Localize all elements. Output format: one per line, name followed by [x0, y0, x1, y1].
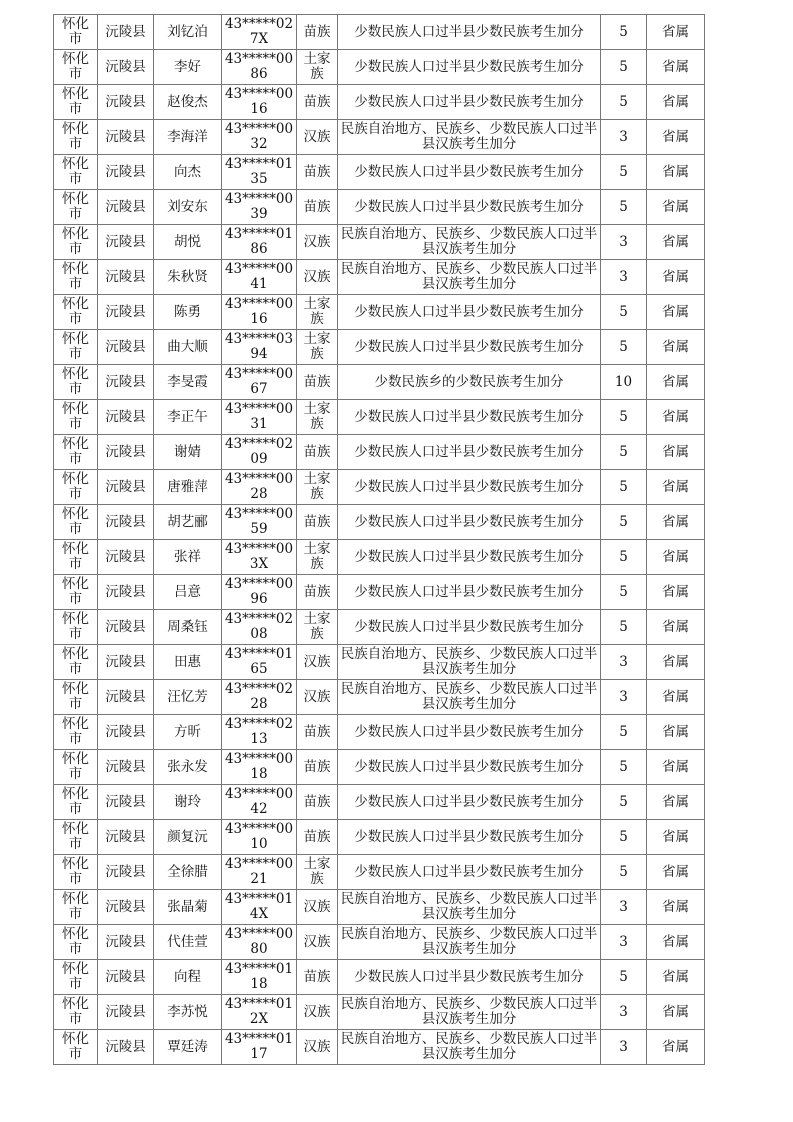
id-number-cell: 43*****0032 — [222, 120, 297, 155]
name-cell: 李旻霞 — [154, 365, 222, 400]
city-cell: 怀化市 — [54, 575, 98, 610]
bonus-policy-cell: 少数民族人口过半县少数民族考生加分 — [338, 610, 601, 645]
bonus-policy-cell: 少数民族人口过半县少数民族考生加分 — [338, 960, 601, 995]
ethnicity-cell: 苗族 — [297, 435, 338, 470]
ethnicity-cell: 汉族 — [297, 1030, 338, 1065]
bonus-policy-cell: 少数民族人口过半县少数民族考生加分 — [338, 295, 601, 330]
county-cell: 沅陵县 — [98, 365, 154, 400]
bonus-points-cell: 3 — [601, 680, 647, 715]
bonus-policy-cell: 少数民族人口过半县少数民族考生加分 — [338, 50, 601, 85]
ethnicity-cell: 汉族 — [297, 225, 338, 260]
id-number-cell: 43*****0209 — [222, 435, 297, 470]
county-cell: 沅陵县 — [98, 715, 154, 750]
city-cell: 怀化市 — [54, 85, 98, 120]
name-cell: 谢婧 — [154, 435, 222, 470]
bonus-points-cell: 5 — [601, 540, 647, 575]
county-cell: 沅陵县 — [98, 855, 154, 890]
name-cell: 向杰 — [154, 155, 222, 190]
city-cell: 怀化市 — [54, 995, 98, 1030]
bonus-policy-cell: 民族自治地方、民族乡、少数民族人口过半县汉族考生加分 — [338, 120, 601, 155]
id-number-cell: 43*****0042 — [222, 785, 297, 820]
bonus-points-cell: 5 — [601, 960, 647, 995]
id-number-cell: 43*****0028 — [222, 470, 297, 505]
level-cell: 省属 — [647, 470, 705, 505]
level-cell: 省属 — [647, 995, 705, 1030]
id-number-cell: 43*****0018 — [222, 750, 297, 785]
bonus-points-cell: 3 — [601, 645, 647, 680]
name-cell: 颜复沅 — [154, 820, 222, 855]
level-cell: 省属 — [647, 575, 705, 610]
table-row — [54, 120, 705, 155]
ethnicity-cell: 汉族 — [297, 995, 338, 1030]
ethnicity-cell: 汉族 — [297, 680, 338, 715]
level-cell: 省属 — [647, 645, 705, 680]
county-cell: 沅陵县 — [98, 995, 154, 1030]
ethnicity-cell: 苗族 — [297, 785, 338, 820]
county-cell: 沅陵县 — [98, 820, 154, 855]
id-number-cell: 43*****0059 — [222, 505, 297, 540]
bonus-points-cell: 3 — [601, 890, 647, 925]
bonus-points-cell: 5 — [601, 505, 647, 540]
level-cell: 省属 — [647, 155, 705, 190]
id-number-cell: 43*****0096 — [222, 575, 297, 610]
county-cell: 沅陵县 — [98, 15, 154, 50]
name-cell: 陈勇 — [154, 295, 222, 330]
ethnicity-cell: 土家族 — [297, 540, 338, 575]
bonus-policy-cell: 民族自治地方、民族乡、少数民族人口过半县汉族考生加分 — [338, 995, 601, 1030]
city-cell: 怀化市 — [54, 50, 98, 85]
name-cell: 曲大顺 — [154, 330, 222, 365]
county-cell: 沅陵县 — [98, 435, 154, 470]
county-cell: 沅陵县 — [98, 400, 154, 435]
level-cell: 省属 — [647, 680, 705, 715]
name-cell: 吕意 — [154, 575, 222, 610]
id-number-cell: 43*****0016 — [222, 295, 297, 330]
ethnicity-cell: 汉族 — [297, 120, 338, 155]
bonus-points-cell: 5 — [601, 785, 647, 820]
table-row — [54, 960, 705, 995]
table-row — [54, 365, 705, 400]
id-number-cell: 43*****0080 — [222, 925, 297, 960]
county-cell: 沅陵县 — [98, 155, 154, 190]
bonus-points-cell: 3 — [601, 120, 647, 155]
city-cell: 怀化市 — [54, 120, 98, 155]
id-number-cell: 43*****0031 — [222, 400, 297, 435]
table-row — [54, 890, 705, 925]
table-row — [54, 85, 705, 120]
level-cell: 省属 — [647, 890, 705, 925]
ethnicity-cell: 土家族 — [297, 295, 338, 330]
bonus-policy-cell: 少数民族人口过半县少数民族考生加分 — [338, 750, 601, 785]
city-cell: 怀化市 — [54, 750, 98, 785]
name-cell: 田惠 — [154, 645, 222, 680]
ethnicity-cell: 苗族 — [297, 155, 338, 190]
bonus-points-cell: 5 — [601, 155, 647, 190]
county-cell: 沅陵县 — [98, 925, 154, 960]
city-cell: 怀化市 — [54, 645, 98, 680]
table-row — [54, 715, 705, 750]
name-cell: 谢玲 — [154, 785, 222, 820]
id-number-cell: 43*****014X — [222, 890, 297, 925]
table-row — [54, 680, 705, 715]
city-cell: 怀化市 — [54, 855, 98, 890]
bonus-points-cell: 10 — [601, 365, 647, 400]
table-row — [54, 610, 705, 645]
table-row — [54, 785, 705, 820]
bonus-policy-cell: 少数民族人口过半县少数民族考生加分 — [338, 190, 601, 225]
table-row — [54, 225, 705, 260]
bonus-points-cell: 5 — [601, 715, 647, 750]
id-number-cell: 43*****0208 — [222, 610, 297, 645]
level-cell: 省属 — [647, 330, 705, 365]
level-cell: 省属 — [647, 50, 705, 85]
city-cell: 怀化市 — [54, 15, 98, 50]
city-cell: 怀化市 — [54, 890, 98, 925]
name-cell: 代佳萱 — [154, 925, 222, 960]
table-row — [54, 1030, 705, 1065]
ethnicity-cell: 苗族 — [297, 190, 338, 225]
table-row — [54, 400, 705, 435]
name-cell: 方昕 — [154, 715, 222, 750]
bonus-policy-cell: 少数民族人口过半县少数民族考生加分 — [338, 435, 601, 470]
level-cell: 省属 — [647, 820, 705, 855]
ethnicity-cell: 汉族 — [297, 925, 338, 960]
id-number-cell: 43*****0021 — [222, 855, 297, 890]
city-cell: 怀化市 — [54, 960, 98, 995]
bonus-policy-cell: 民族自治地方、民族乡、少数民族人口过半县汉族考生加分 — [338, 680, 601, 715]
table-row — [54, 995, 705, 1030]
city-cell: 怀化市 — [54, 435, 98, 470]
level-cell: 省属 — [647, 960, 705, 995]
ethnicity-cell: 土家族 — [297, 330, 338, 365]
ethnicity-cell: 苗族 — [297, 365, 338, 400]
name-cell: 张祥 — [154, 540, 222, 575]
level-cell: 省属 — [647, 190, 705, 225]
name-cell: 张晶菊 — [154, 890, 222, 925]
bonus-policy-cell: 少数民族人口过半县少数民族考生加分 — [338, 155, 601, 190]
bonus-points-cell: 5 — [601, 750, 647, 785]
name-cell: 刘安东 — [154, 190, 222, 225]
bonus-policy-cell: 民族自治地方、民族乡、少数民族人口过半县汉族考生加分 — [338, 645, 601, 680]
name-cell: 朱秋贤 — [154, 260, 222, 295]
city-cell: 怀化市 — [54, 820, 98, 855]
county-cell: 沅陵县 — [98, 610, 154, 645]
id-number-cell: 43*****0165 — [222, 645, 297, 680]
ethnicity-cell: 汉族 — [297, 890, 338, 925]
table-row — [54, 470, 705, 505]
bonus-policy-cell: 少数民族人口过半县少数民族考生加分 — [338, 470, 601, 505]
table-row — [54, 330, 705, 365]
bonus-policy-cell: 少数民族人口过半县少数民族考生加分 — [338, 330, 601, 365]
id-number-cell: 43*****0117 — [222, 1030, 297, 1065]
level-cell: 省属 — [647, 225, 705, 260]
bonus-policy-cell: 民族自治地方、民族乡、少数民族人口过半县汉族考生加分 — [338, 890, 601, 925]
name-cell: 全徐腊 — [154, 855, 222, 890]
ethnicity-cell: 土家族 — [297, 50, 338, 85]
id-number-cell: 43*****0118 — [222, 960, 297, 995]
city-cell: 怀化市 — [54, 680, 98, 715]
bonus-points-cell: 3 — [601, 925, 647, 960]
county-cell: 沅陵县 — [98, 330, 154, 365]
bonus-policy-cell: 民族自治地方、民族乡、少数民族人口过半县汉族考生加分 — [338, 1030, 601, 1065]
city-cell: 怀化市 — [54, 1030, 98, 1065]
county-cell: 沅陵县 — [98, 540, 154, 575]
table-row — [54, 540, 705, 575]
table-row — [54, 260, 705, 295]
city-cell: 怀化市 — [54, 155, 98, 190]
table-row — [54, 15, 705, 50]
city-cell: 怀化市 — [54, 540, 98, 575]
level-cell: 省属 — [647, 610, 705, 645]
bonus-points-cell: 5 — [601, 295, 647, 330]
name-cell: 刘钇泊 — [154, 15, 222, 50]
name-cell: 汪忆芳 — [154, 680, 222, 715]
level-cell: 省属 — [647, 85, 705, 120]
bonus-policy-cell: 少数民族人口过半县少数民族考生加分 — [338, 575, 601, 610]
name-cell: 李正午 — [154, 400, 222, 435]
bonus-policy-cell: 少数民族人口过半县少数民族考生加分 — [338, 855, 601, 890]
bonus-policy-cell: 少数民族人口过半县少数民族考生加分 — [338, 400, 601, 435]
county-cell: 沅陵县 — [98, 960, 154, 995]
ethnicity-cell: 苗族 — [297, 85, 338, 120]
bonus-policy-cell: 民族自治地方、民族乡、少数民族人口过半县汉族考生加分 — [338, 225, 601, 260]
id-number-cell: 43*****027X — [222, 15, 297, 50]
bonus-policy-cell: 少数民族人口过半县少数民族考生加分 — [338, 540, 601, 575]
ethnicity-cell: 苗族 — [297, 960, 338, 995]
level-cell: 省属 — [647, 540, 705, 575]
bonus-policy-cell: 少数民族人口过半县少数民族考生加分 — [338, 505, 601, 540]
name-cell: 胡悦 — [154, 225, 222, 260]
ethnicity-cell: 苗族 — [297, 715, 338, 750]
bonus-points-cell: 5 — [601, 575, 647, 610]
bonus-policy-cell: 少数民族人口过半县少数民族考生加分 — [338, 85, 601, 120]
level-cell: 省属 — [647, 260, 705, 295]
ethnicity-cell: 汉族 — [297, 260, 338, 295]
name-cell: 唐雅萍 — [154, 470, 222, 505]
id-number-cell: 43*****0394 — [222, 330, 297, 365]
county-cell: 沅陵县 — [98, 225, 154, 260]
table-row — [54, 750, 705, 785]
city-cell: 怀化市 — [54, 715, 98, 750]
county-cell: 沅陵县 — [98, 85, 154, 120]
ethnicity-cell: 汉族 — [297, 645, 338, 680]
table-row — [54, 190, 705, 225]
level-cell: 省属 — [647, 365, 705, 400]
id-number-cell: 43*****0228 — [222, 680, 297, 715]
bonus-points-table — [53, 14, 705, 1065]
table-row — [54, 820, 705, 855]
id-number-cell: 43*****0067 — [222, 365, 297, 400]
name-cell: 周桑钰 — [154, 610, 222, 645]
level-cell: 省属 — [647, 750, 705, 785]
county-cell: 沅陵县 — [98, 1030, 154, 1065]
level-cell: 省属 — [647, 925, 705, 960]
ethnicity-cell: 苗族 — [297, 505, 338, 540]
county-cell: 沅陵县 — [98, 470, 154, 505]
bonus-points-cell: 5 — [601, 470, 647, 505]
level-cell: 省属 — [647, 120, 705, 155]
level-cell: 省属 — [647, 15, 705, 50]
county-cell: 沅陵县 — [98, 645, 154, 680]
bonus-points-cell: 5 — [601, 85, 647, 120]
city-cell: 怀化市 — [54, 365, 98, 400]
county-cell: 沅陵县 — [98, 575, 154, 610]
city-cell: 怀化市 — [54, 330, 98, 365]
level-cell: 省属 — [647, 715, 705, 750]
ethnicity-cell: 苗族 — [297, 575, 338, 610]
county-cell: 沅陵县 — [98, 680, 154, 715]
name-cell: 向程 — [154, 960, 222, 995]
table-row — [54, 645, 705, 680]
name-cell: 李好 — [154, 50, 222, 85]
bonus-policy-cell: 民族自治地方、民族乡、少数民族人口过半县汉族考生加分 — [338, 925, 601, 960]
name-cell: 赵俊杰 — [154, 85, 222, 120]
bonus-points-cell: 3 — [601, 1030, 647, 1065]
level-cell: 省属 — [647, 785, 705, 820]
county-cell: 沅陵县 — [98, 295, 154, 330]
id-number-cell: 43*****0213 — [222, 715, 297, 750]
level-cell: 省属 — [647, 505, 705, 540]
city-cell: 怀化市 — [54, 400, 98, 435]
county-cell: 沅陵县 — [98, 785, 154, 820]
table-row — [54, 925, 705, 960]
name-cell: 李海洋 — [154, 120, 222, 155]
id-number-cell: 43*****0016 — [222, 85, 297, 120]
table-row — [54, 575, 705, 610]
bonus-points-cell: 5 — [601, 400, 647, 435]
level-cell: 省属 — [647, 400, 705, 435]
table-row — [54, 50, 705, 85]
id-number-cell: 43*****0086 — [222, 50, 297, 85]
city-cell: 怀化市 — [54, 925, 98, 960]
table-row — [54, 295, 705, 330]
bonus-points-cell: 3 — [601, 225, 647, 260]
id-number-cell: 43*****0041 — [222, 260, 297, 295]
county-cell: 沅陵县 — [98, 120, 154, 155]
name-cell: 张永发 — [154, 750, 222, 785]
table-row — [54, 155, 705, 190]
level-cell: 省属 — [647, 295, 705, 330]
bonus-points-cell: 5 — [601, 50, 647, 85]
bonus-policy-cell: 少数民族人口过半县少数民族考生加分 — [338, 715, 601, 750]
county-cell: 沅陵县 — [98, 50, 154, 85]
id-number-cell: 43*****0039 — [222, 190, 297, 225]
bonus-policy-cell: 少数民族人口过半县少数民族考生加分 — [338, 820, 601, 855]
id-number-cell: 43*****0186 — [222, 225, 297, 260]
city-cell: 怀化市 — [54, 225, 98, 260]
bonus-points-cell: 5 — [601, 855, 647, 890]
ethnicity-cell: 苗族 — [297, 15, 338, 50]
ethnicity-cell: 苗族 — [297, 750, 338, 785]
bonus-policy-cell: 少数民族乡的少数民族考生加分 — [338, 365, 601, 400]
bonus-policy-cell: 民族自治地方、民族乡、少数民族人口过半县汉族考生加分 — [338, 260, 601, 295]
bonus-points-cell: 5 — [601, 15, 647, 50]
ethnicity-cell: 土家族 — [297, 400, 338, 435]
id-number-cell: 43*****003X — [222, 540, 297, 575]
bonus-points-cell: 5 — [601, 435, 647, 470]
bonus-points-cell: 5 — [601, 610, 647, 645]
county-cell: 沅陵县 — [98, 750, 154, 785]
ethnicity-cell: 土家族 — [297, 610, 338, 645]
bonus-points-cell: 5 — [601, 330, 647, 365]
name-cell: 李苏悦 — [154, 995, 222, 1030]
id-number-cell: 43*****012X — [222, 995, 297, 1030]
city-cell: 怀化市 — [54, 785, 98, 820]
name-cell: 胡艺郦 — [154, 505, 222, 540]
table-row — [54, 505, 705, 540]
city-cell: 怀化市 — [54, 295, 98, 330]
bonus-points-cell: 5 — [601, 820, 647, 855]
county-cell: 沅陵县 — [98, 505, 154, 540]
city-cell: 怀化市 — [54, 470, 98, 505]
level-cell: 省属 — [647, 1030, 705, 1065]
county-cell: 沅陵县 — [98, 260, 154, 295]
bonus-points-cell: 3 — [601, 995, 647, 1030]
name-cell: 覃廷涛 — [154, 1030, 222, 1065]
bonus-points-cell: 3 — [601, 260, 647, 295]
id-number-cell: 43*****0135 — [222, 155, 297, 190]
level-cell: 省属 — [647, 435, 705, 470]
bonus-policy-cell: 少数民族人口过半县少数民族考生加分 — [338, 785, 601, 820]
city-cell: 怀化市 — [54, 505, 98, 540]
level-cell: 省属 — [647, 855, 705, 890]
table-row — [54, 435, 705, 470]
ethnicity-cell: 苗族 — [297, 820, 338, 855]
id-number-cell: 43*****0010 — [222, 820, 297, 855]
county-cell: 沅陵县 — [98, 190, 154, 225]
county-cell: 沅陵县 — [98, 890, 154, 925]
ethnicity-cell: 土家族 — [297, 855, 338, 890]
city-cell: 怀化市 — [54, 260, 98, 295]
ethnicity-cell: 土家族 — [297, 470, 338, 505]
city-cell: 怀化市 — [54, 610, 98, 645]
city-cell: 怀化市 — [54, 190, 98, 225]
table-row — [54, 855, 705, 890]
bonus-points-cell: 5 — [601, 190, 647, 225]
bonus-policy-cell: 少数民族人口过半县少数民族考生加分 — [338, 15, 601, 50]
